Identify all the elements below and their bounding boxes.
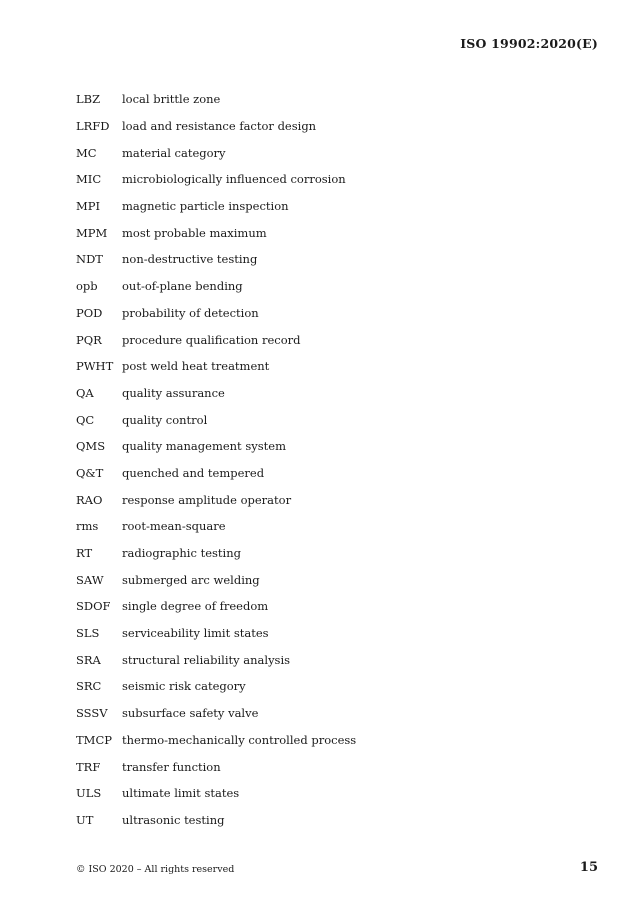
term-row bbox=[76, 540, 596, 567]
term-abbreviation: SLS bbox=[76, 626, 100, 641]
term-row bbox=[76, 300, 596, 327]
document-id: ISO 19902:2020(E) bbox=[460, 36, 598, 51]
term-row bbox=[76, 406, 596, 433]
term-row bbox=[76, 566, 596, 593]
term-definition: serviceability limit states bbox=[122, 626, 269, 641]
term-definition: seismic risk category bbox=[122, 679, 246, 694]
term-abbreviation: UT bbox=[76, 812, 94, 827]
term-abbreviation: RT bbox=[76, 546, 93, 561]
term-row bbox=[76, 513, 596, 540]
term-row bbox=[76, 460, 596, 487]
term-row bbox=[76, 326, 596, 353]
term-row bbox=[76, 620, 596, 647]
term-definition: non-destructive testing bbox=[122, 252, 258, 267]
term-abbreviation: SRC bbox=[76, 679, 102, 694]
term-definition: quality management system bbox=[122, 439, 286, 454]
term-row bbox=[76, 219, 596, 246]
term-abbreviation: ULS bbox=[76, 786, 102, 801]
term-abbreviation: MPI bbox=[76, 199, 101, 214]
term-definition: response amplitude operator bbox=[122, 492, 292, 507]
term-definition: transfer function bbox=[122, 759, 221, 774]
term-row bbox=[76, 673, 596, 700]
term-row bbox=[76, 246, 596, 273]
term-row bbox=[76, 780, 596, 807]
term-abbreviation: RAO bbox=[76, 492, 103, 507]
term-row bbox=[76, 593, 596, 620]
copyright-notice: © ISO 2020 – All rights reserved bbox=[76, 864, 235, 875]
term-row bbox=[76, 193, 596, 220]
term-definition: quality assurance bbox=[122, 385, 225, 400]
term-row bbox=[76, 86, 596, 113]
term-definition: root-mean-square bbox=[122, 519, 226, 534]
term-row bbox=[76, 166, 596, 193]
term-abbreviation: NDT bbox=[76, 252, 103, 267]
term-abbreviation: SRA bbox=[76, 652, 101, 667]
term-definition: material category bbox=[122, 145, 226, 160]
term-row bbox=[76, 807, 596, 834]
term-definition: ultrasonic testing bbox=[122, 812, 225, 827]
term-definition: thermo-mechanically controlled process bbox=[122, 732, 357, 747]
term-abbreviation: SDOF bbox=[76, 599, 111, 614]
term-definition: out-of-plane bending bbox=[122, 279, 243, 294]
term-definition: local brittle zone bbox=[122, 92, 221, 107]
term-abbreviation: LRFD bbox=[76, 119, 110, 134]
term-row bbox=[76, 486, 596, 513]
page-number: 15 bbox=[579, 860, 598, 875]
term-abbreviation: MC bbox=[76, 145, 97, 160]
term-abbreviation: SAW bbox=[76, 572, 104, 587]
term-row bbox=[76, 139, 596, 166]
term-definition: structural reliability analysis bbox=[122, 652, 291, 667]
term-abbreviation: TMCP bbox=[76, 732, 112, 747]
term-definition: subsurface safety valve bbox=[122, 706, 259, 721]
term-row bbox=[76, 646, 596, 673]
term-abbreviation: QMS bbox=[76, 439, 106, 454]
term-row bbox=[76, 113, 596, 140]
term-abbreviation: LBZ bbox=[76, 92, 101, 107]
term-abbreviation: QA bbox=[76, 385, 94, 400]
term-row bbox=[76, 433, 596, 460]
term-abbreviation: SSSV bbox=[76, 706, 108, 721]
term-row bbox=[76, 273, 596, 300]
term-definition: microbiologically influenced corrosion bbox=[122, 172, 346, 187]
term-definition: quality control bbox=[122, 412, 208, 427]
term-row bbox=[76, 700, 596, 727]
term-row bbox=[76, 353, 596, 380]
term-definition: most probable maximum bbox=[122, 225, 267, 240]
term-abbreviation: PWHT bbox=[76, 359, 114, 374]
term-abbreviation: MIC bbox=[76, 172, 102, 187]
term-definition: submerged arc welding bbox=[122, 572, 260, 587]
term-abbreviation: opb bbox=[76, 279, 98, 294]
term-abbreviation: PQR bbox=[76, 332, 102, 347]
term-row bbox=[76, 727, 596, 754]
term-abbreviation: rms bbox=[76, 519, 99, 534]
term-row bbox=[76, 380, 596, 407]
term-definition: load and resistance factor design bbox=[122, 119, 317, 134]
term-abbreviation: QC bbox=[76, 412, 95, 427]
term-definition: magnetic particle inspection bbox=[122, 199, 289, 214]
term-definition: quenched and tempered bbox=[122, 465, 265, 480]
term-row bbox=[76, 753, 596, 780]
term-abbreviation: POD bbox=[76, 305, 103, 320]
term-abbreviation: Q&T bbox=[76, 465, 104, 480]
abbreviations-list bbox=[76, 86, 596, 833]
term-definition: probability of detection bbox=[122, 305, 259, 320]
term-abbreviation: TRF bbox=[76, 759, 101, 774]
term-definition: post weld heat treatment bbox=[122, 359, 270, 374]
term-definition: procedure qualification record bbox=[122, 332, 301, 347]
term-definition: radiographic testing bbox=[122, 546, 241, 561]
term-definition: ultimate limit states bbox=[122, 786, 240, 801]
term-abbreviation: MPM bbox=[76, 225, 108, 240]
term-definition: single degree of freedom bbox=[122, 599, 269, 614]
